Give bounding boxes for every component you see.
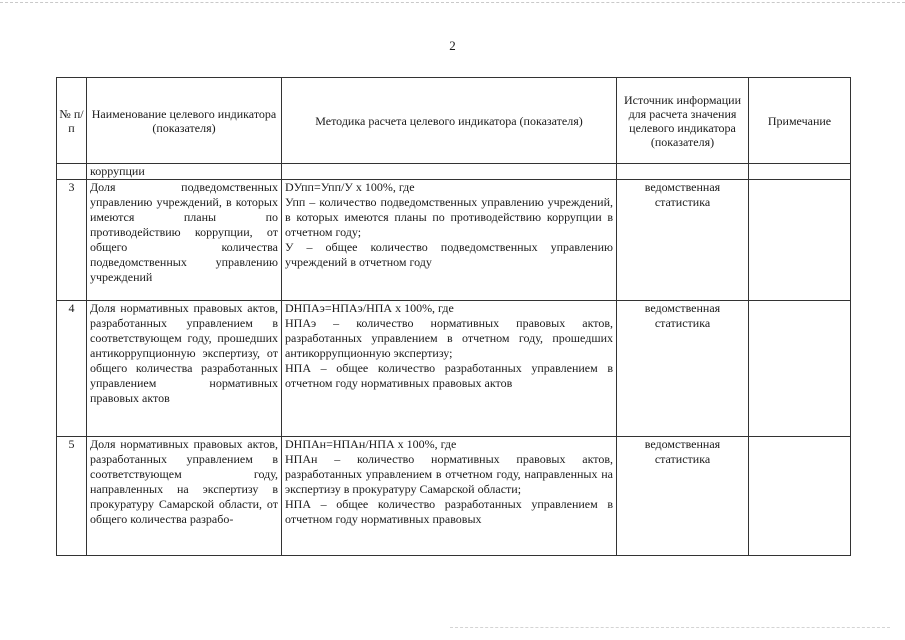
cell-name: коррупции	[87, 164, 282, 180]
formula-definition: НПАэ – количество нормативных правовых актов, разработанных управлением в отчетном году, прошедших антикоррупционную экспертизу;	[285, 316, 613, 360]
formula-definition: НПАн – количество нормативных правовых актов, разработанных управлением в отчетном году, направленных на экспертизу в прокуратуру Самарской области;	[285, 452, 613, 496]
cell-source: ведомственная статистика	[617, 301, 749, 437]
cell-method	[282, 437, 617, 556]
header-source: Источник информации для расчета значения целевого индикатора (показателя)	[617, 78, 749, 164]
page-bottom-edge	[450, 627, 890, 632]
table-row	[57, 180, 851, 301]
table-row-continuation	[57, 164, 851, 180]
header-num: № п/п	[57, 78, 87, 164]
formula-definition: НПА – общее количество разработанных управлением в отчетном году нормативных правовых	[285, 497, 613, 526]
cell-source: ведомственная статистика	[617, 437, 749, 556]
cell-name: Доля нормативных правовых актов, разработанных управлением в соответствующем году, направленных на экспертизу в прокуратуру Самарской области, от общего количества разрабо-	[87, 437, 282, 556]
page-top-edge	[0, 2, 905, 3]
cell-source	[617, 164, 749, 180]
table-row	[57, 301, 851, 437]
cell-note	[749, 301, 851, 437]
table-header-row	[57, 78, 851, 164]
cell-method	[282, 301, 617, 437]
cell-note	[749, 437, 851, 556]
header-note: Примечание	[749, 78, 851, 164]
cell-num: 3	[57, 180, 87, 301]
cell-source: ведомственная статистика	[617, 180, 749, 301]
formula-definition: НПА – общее количество разработанных управлением в отчетном году нормативных правовых актов	[285, 361, 613, 390]
cell-method	[282, 180, 617, 301]
cell-name: Доля подведомственных управлению учреждений, в которых имеются планы по противодействию коррупции, от общего количества подведомственных управлению учреждений	[87, 180, 282, 301]
formula: DНПАэ=НПАэ/НПА х 100%, где	[285, 301, 454, 315]
formula: DНПАн=НПАн/НПА х 100%, где	[285, 437, 457, 451]
header-indicator-name: Наименование целевого индикатора (показателя)	[87, 78, 282, 164]
cell-note	[749, 164, 851, 180]
formula-definition: Упп – количество подведомственных управлению учреждений, в которых имеются планы по противодействию коррупции в отчетном году;	[285, 195, 613, 239]
cell-num: 5	[57, 437, 87, 556]
cell-name: Доля нормативных правовых актов, разработанных управлением в соответствующем году, прошедших антикоррупционную экспертизу, от общего количества разработанных управлением нормативных правовых актов	[87, 301, 282, 437]
cell-note	[749, 180, 851, 301]
cell-method	[282, 164, 617, 180]
formula-definition: У – общее количество подведомственных управлению учреждений в отчетном году	[285, 240, 613, 269]
table-row	[57, 437, 851, 556]
page-number: 2	[449, 38, 456, 53]
formula: DУпп=Упп/У х 100%, где	[285, 180, 415, 194]
header-method: Методика расчета целевого индикатора (показателя)	[282, 78, 617, 164]
indicators-table	[56, 77, 851, 556]
cell-num	[57, 164, 87, 180]
cell-num: 4	[57, 301, 87, 437]
